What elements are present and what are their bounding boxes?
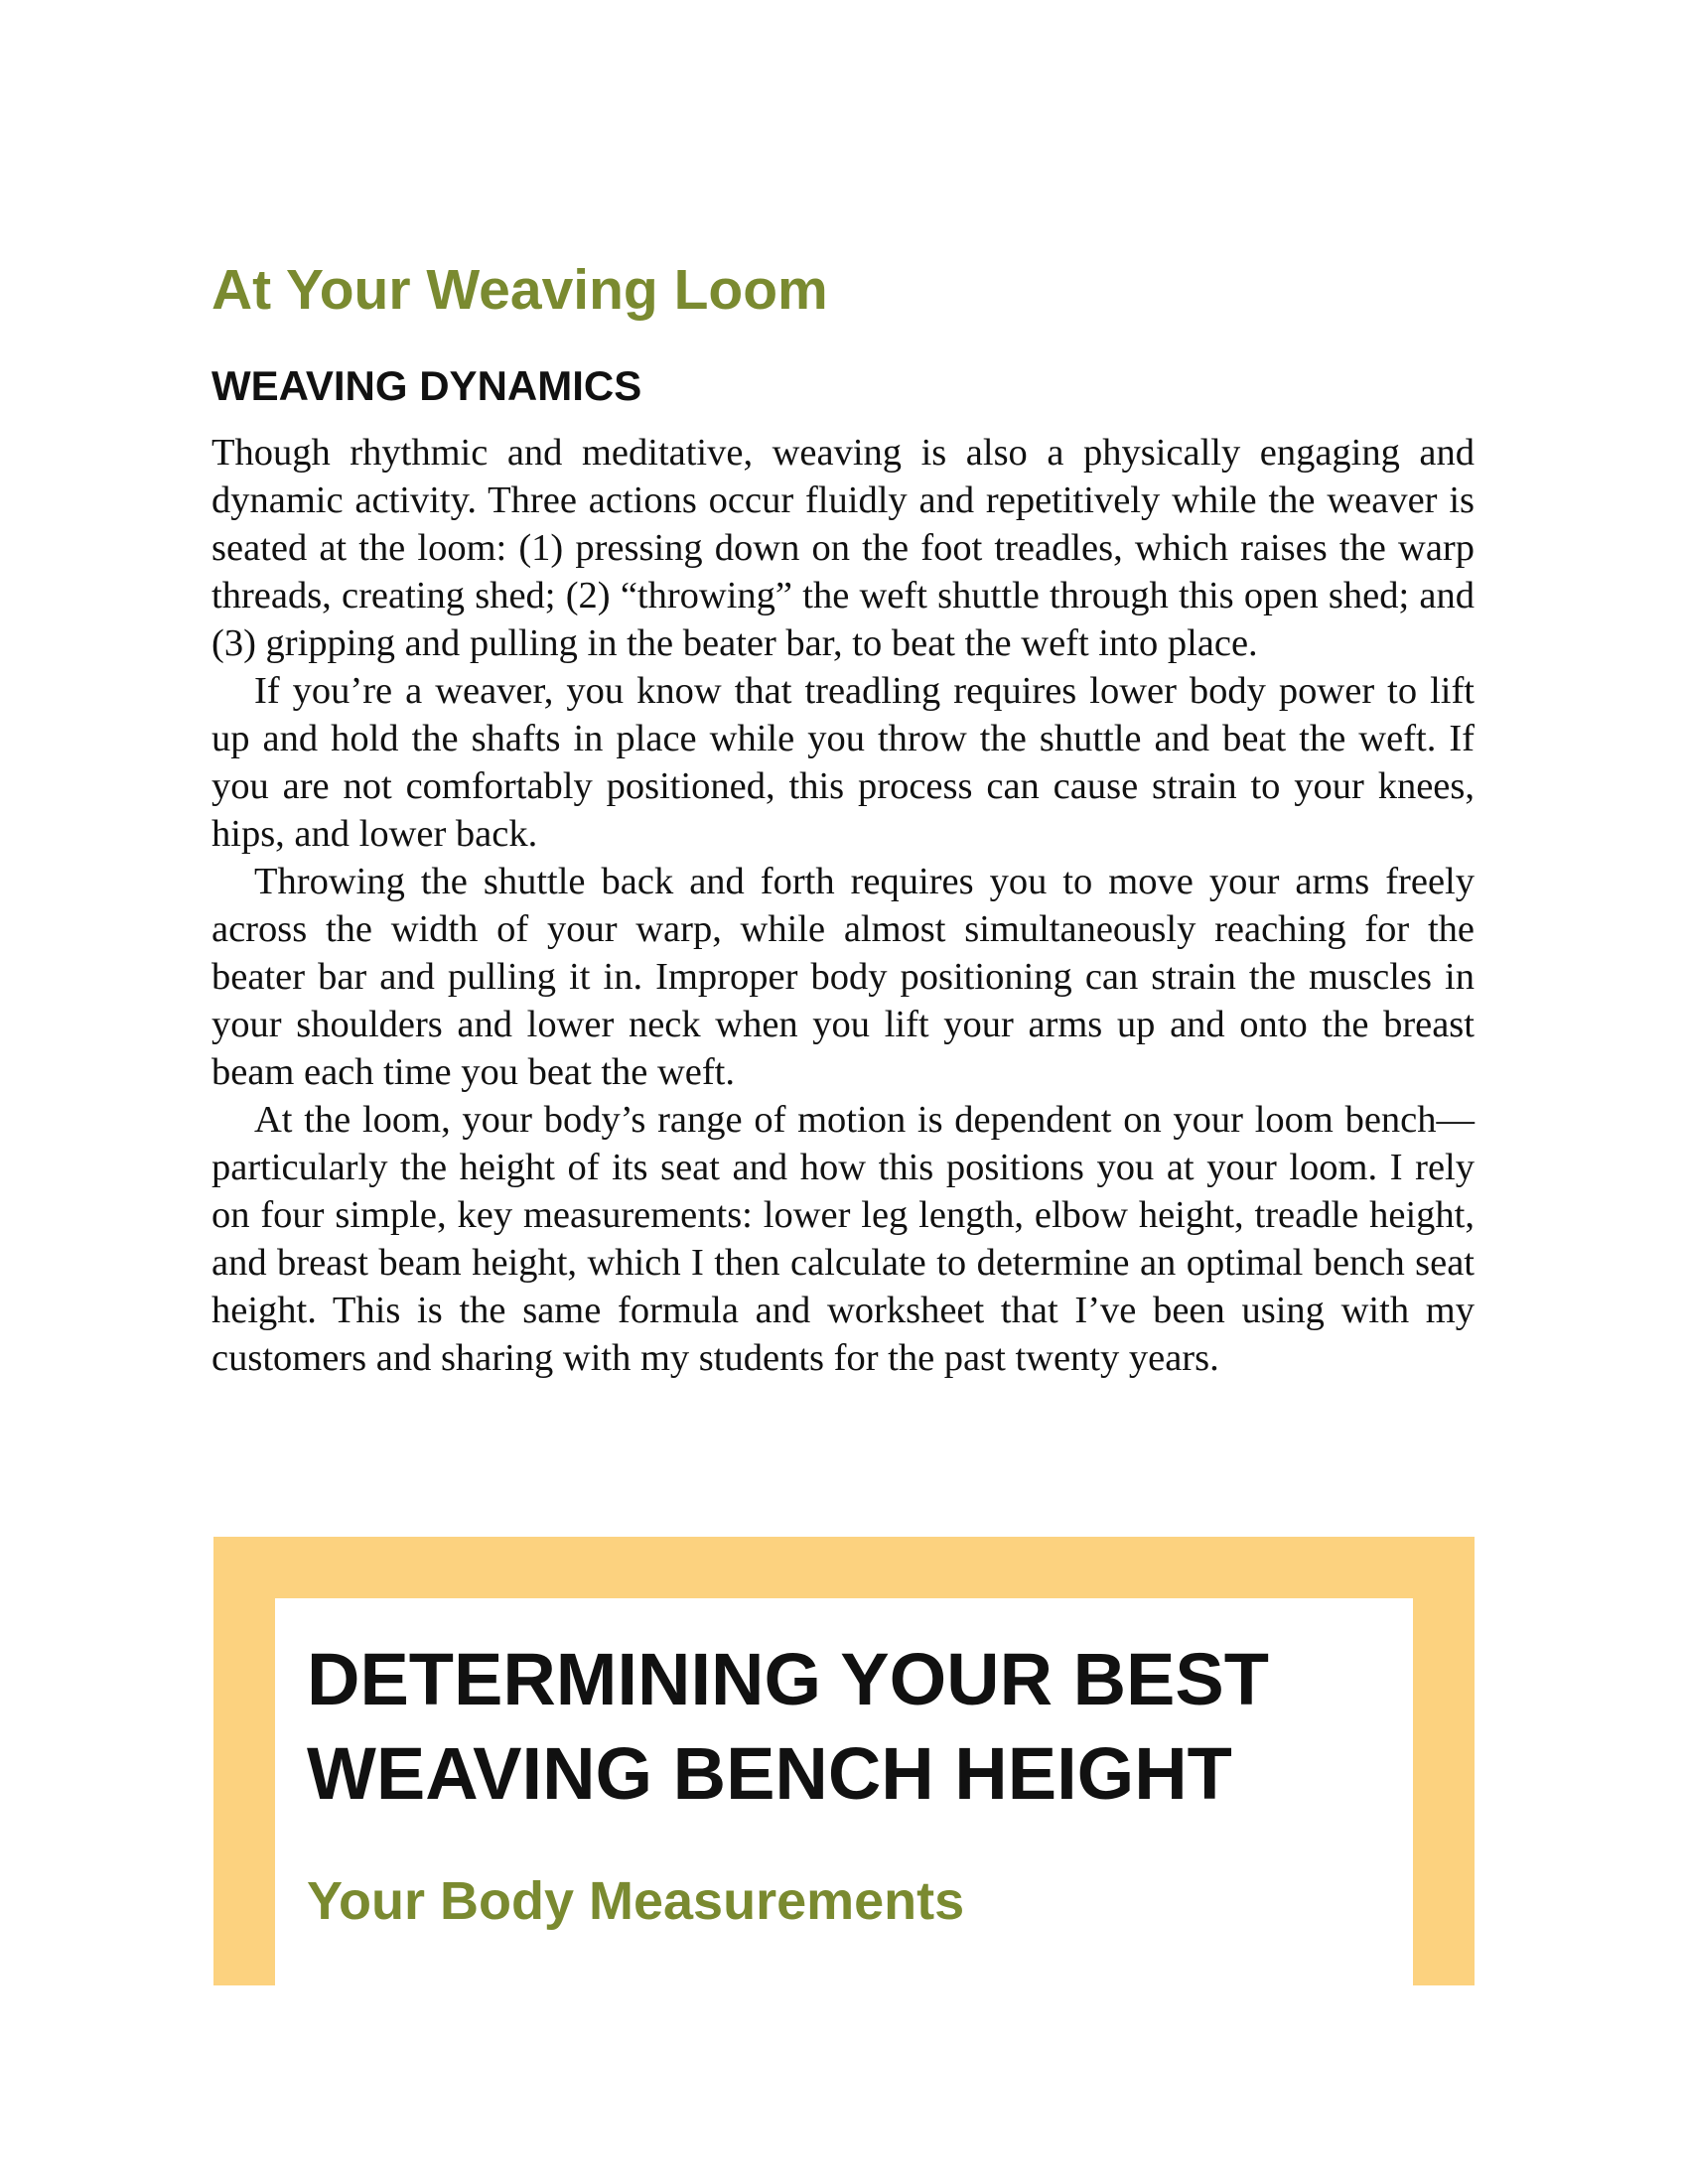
page-title: At Your Weaving Loom [211, 258, 828, 322]
callout-subtitle: Your Body Measurements [307, 1871, 965, 1931]
callout-inner-panel [275, 1598, 1413, 1985]
body-text [211, 429, 1475, 1382]
callout-title-line-1: DETERMINING YOUR BEST [307, 1638, 1269, 1720]
callout-box [213, 1537, 1475, 1985]
paragraph-4: At the loom, your body’s range of motion is dependent on your loom bench—particularly the height of its seat and how this positions you at your loom. I rely on four simple, key measurements: lower leg length, elbow height, treadle height, and breast beam height, which I then calculate to determine an optimal bench seat height. This is the same formula and worksheet that I’ve been using with my customers and sharing with my students for the past twenty years. [211, 1099, 1475, 1379]
paragraph-2: If you’re a weaver, you know that treadling requires lower body power to lift up and hold the shafts in place while you throw the shuttle and beat the weft. If you are not comfortably positioned, this process can cause strain to your knees, hips, and lower back. [211, 670, 1475, 855]
section-heading: WEAVING DYNAMICS [211, 362, 642, 409]
callout-title-line-2: WEAVING BENCH HEIGHT [307, 1732, 1232, 1815]
callout-title [307, 1632, 1269, 1821]
paragraph-3: Throwing the shuttle back and forth requires you to move your arms freely across the width of your warp, while almost simultaneously reaching for the beater bar and pulling it in. Improper body positioning can strain the muscles in your shoulders and lower neck when you lift your arms up and onto the breast beam each time you beat the weft. [211, 861, 1475, 1093]
paragraph-1: Though rhythmic and meditative, weaving is also a physically engaging and dynamic activity. Three actions occur fluidly and repetitively while the weaver is seated at the loom: (1) pressing down on the foot treadles, which raises the warp threads, creating shed; (2) “throwing” the weft shuttle through this open shed; and (3) gripping and pulling in the beater bar, to beat the weft into place. [211, 432, 1475, 664]
